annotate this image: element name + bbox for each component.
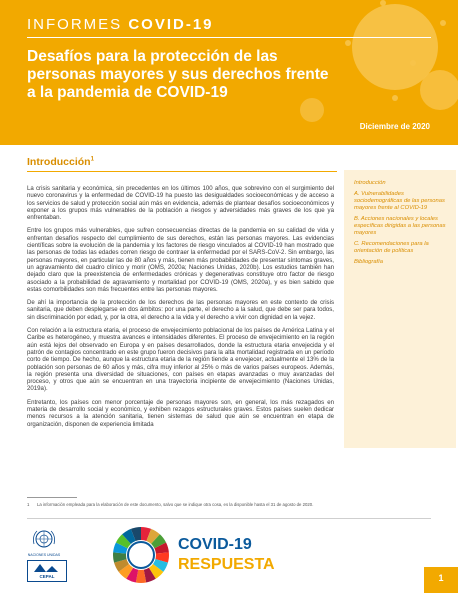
footnote-divider — [27, 497, 77, 498]
virus-spike — [410, 60, 416, 66]
virus-spike — [380, 0, 386, 6]
cepal-emblem-icon — [28, 562, 66, 574]
un-label: NACIONES UNIDAS — [27, 553, 61, 557]
paragraph: De ahí la importancia de la protección de los derechos de las personas mayores en este contexto de crisis sanitaria, que deben desplegarse en dos ámbitos: por una parte, el derecho a la salud, que debe ser para todos, sin discriminación por edad, y, por la otra, el derecho a la vida y el derecho a vivir con dignidad en la vejez. — [27, 299, 334, 321]
toc-item-b[interactable]: B. Acciones nacionales y locales específicas dirigidas a las personas mayores — [354, 216, 446, 236]
virus-illustration — [420, 70, 458, 110]
section-heading: Introducción$^1$ — [27, 156, 94, 168]
un-emblem-icon — [30, 528, 58, 552]
paragraph: Con relación a la estructura etaria, el proceso de envejecimiento poblacional de los países de América Latina y el Caribe es heterogéneo, y muestra avances e intensidades diferentes. El proceso de envejecimiento en la región aún está lejos del observado en Europa y en países desarrollados, donde la estructura etaria envejecida y el patrón de contagios concentrado en este grupo fueron decisivos para la alta mortalidad registrada en un período corto de tiempo. De hecho, aunque la estructura etaria de la región tiende a envejecer, actualmente el 13% de la población son personas de 60 años y más, cifra muy inferior al 25% o más de varios países europeos. Además, la región presenta una diversidad de situaciones, con países en etapas avanzadas o muy avanzadas del proceso, y otros que aún se encuentran en una trayectoria incipiente de envejecimiento (Naciones Unidas, 2019a). — [27, 327, 334, 393]
virus-spike — [440, 20, 446, 26]
divider — [27, 37, 431, 38]
report-header — [0, 0, 458, 145]
virus-spike — [345, 40, 351, 46]
toc-item-intro[interactable]: Introducción — [354, 180, 386, 186]
cepal-label: CEPAL — [39, 574, 55, 579]
table-of-contents — [354, 180, 450, 270]
footnote: 1 La información empleada para la elaboración de este documento, salvo que se indique otra cosa, es la disponible hasta el 31 de agosto de 2020. — [27, 502, 314, 507]
page-number: 1 — [438, 573, 444, 583]
publication-date: Diciembre de 2020 — [359, 122, 430, 131]
series-label: INFORMES COVID-19 — [27, 16, 214, 33]
page-title: Desafíos para la protección de las personas mayores y sus derechos frente a la pandemia de COVID-19 — [27, 48, 329, 101]
toc-item-a[interactable]: A. Vulnerabilidades sociodemográficas de las personas mayores frente al COVID-19 — [354, 191, 445, 211]
covid-response-title: COVID-19 — [178, 536, 252, 553]
toc-item-bibliography[interactable]: Bibliografía — [354, 259, 384, 265]
paragraph: Entre los grupos más vulnerables, que sufren consecuencias directas de la pandemia en su calidad de vida y enfrentan desafíos respecto del cumplimiento de sus derechos, están las personas mayores. Las evidencias científicas sobre la evolución de la pandemia y los factores de riesgo vinculados al COVID-19 han mostrado que las personas de todas las edades corren riesgo de contraer la enfermedad por el SARS-CoV-2. Sin embargo, las personas mayores, en particular las de 80 años y más, tienen más probabilidades de presentar síntomas graves, un agravamiento del cuadro clínico y morir (OMS, 2020a; Naciones Unidas, 2020b). Los estudios también han dejado claro que la preexistencia de enfermedades crónicas y degenerativas constituye otro factor de riesgo asociado a la probabilidad de agravamiento y mortalidad por COVID-19 (OMS, 2020a), y es bien sabido que estas comorbilidades son más frecuentes entre las personas mayores. — [27, 227, 334, 293]
paragraph: La crisis sanitaria y económica, sin precedentes en los últimos 100 años, que sobrevino con el surgimiento del nuevo coronavirus y la enfermedad de COVID-19 ha puesto las desigualdades socioeconómicas y de acceso a los servicios de salud y protección social aún más en evidencia, además de plantear desafíos socioeconómicos y exponer a los grupos más vulnerables de la población a riesgos y adversidades más graves de los que ya enfrentaban. — [27, 185, 334, 222]
body-text — [27, 185, 334, 434]
covid-response-subtitle: RESPUESTA — [178, 556, 275, 573]
paragraph: Entretanto, los países con menor porcentaje de personas mayores son, en general, los más rezagados en materia de desarrollo social y económico, y exhiben rezagos estructurales graves. Estos países suelen dedicar menos recursos a la atención sanitaria, tienen sistemas de salud que aún se encuentran en etapa de organización, disponen de experiencia limitada — [27, 398, 334, 428]
divider — [27, 171, 337, 172]
virus-spike — [392, 95, 398, 101]
toc-item-c[interactable]: C. Recomendaciones para la orientación de políticas — [354, 241, 429, 254]
divider — [27, 518, 431, 519]
sdg-wheel-icon — [111, 525, 171, 585]
